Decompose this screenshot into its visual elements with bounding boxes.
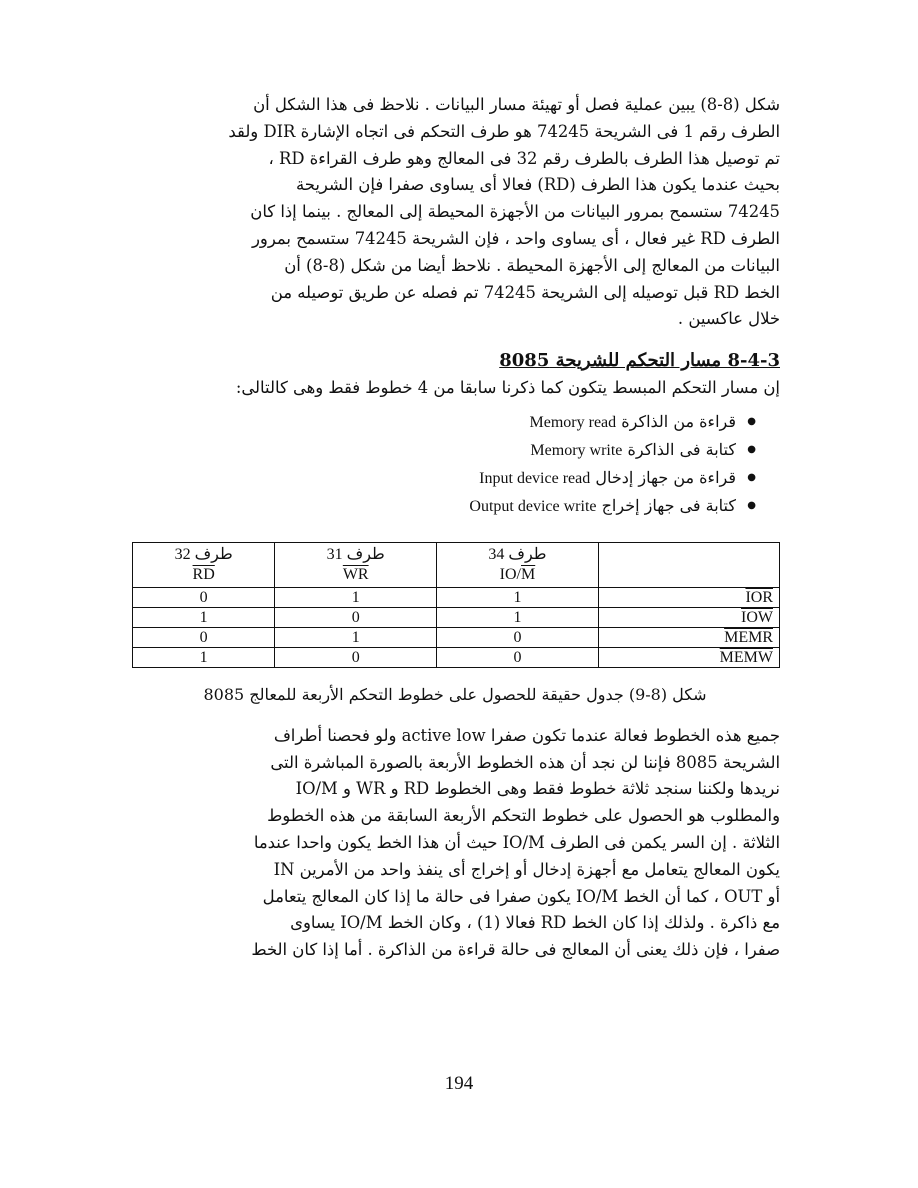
intro-text: إن مسار التحكم المبسط يتكون كما ذكرنا سابقا من 4 خطوط فقط وهى كالتالى: [235, 378, 780, 398]
bullet-english: Memory read [529, 413, 617, 431]
cell-wr: 1 [275, 587, 437, 607]
cell-wr: 0 [275, 607, 437, 627]
cell-signal: $\overline{IOW}$ [598, 607, 779, 627]
text-line: نريدها ولكننا سنجد ثلاثة خطوط فقط وهى الخطوط RD و WR و IO/M [295, 779, 780, 799]
text-line: يكون المعالج يتعامل مع أجهزة إدخال أو إخراج أى ينفذ واحد من الأمرين IN [273, 859, 780, 879]
control-lines-list [130, 408, 780, 520]
cell-rd: 0 [133, 627, 275, 647]
document-page [130, 92, 780, 964]
text-line: مع ذاكرة . ولذلك إذا كان الخط RD فعالا (1) ، وكان الخط IO/M يساوى [290, 913, 780, 933]
bullet-english: Output device write [469, 497, 597, 515]
cell-signal: $\overline{IOR}$ [598, 587, 779, 607]
cell-signal: MEMW [598, 647, 779, 667]
paragraph-data-bus [130, 92, 780, 333]
text-line: البيانات من المعالج إلى الأجهزة المحيطة . نلاحظ أيضا من شكل (8-8) أن [284, 255, 780, 275]
list-item [130, 492, 756, 520]
section-heading: 8-4-3 مسار التحكم للشريحة 8085 [499, 350, 780, 372]
header-cell-wr [275, 542, 437, 587]
table-header-row [133, 542, 780, 587]
cell-rd: 1 [133, 607, 275, 627]
cell-iom: 0 [437, 627, 599, 647]
cell-iom: 1 [437, 587, 599, 607]
text-line: بحيث عندما يكون هذا الطرف (RD) فعالا أى يساوى صفرا فإن الشريحة [295, 175, 780, 195]
bullet-arabic: قراءة من الذاكرة [621, 411, 736, 431]
text-line: جميع هذه الخطوط فعالة عندما تكون صفرا active low ولو فحصنا أطراف [273, 725, 780, 745]
cell-iom: 0 [437, 647, 599, 667]
bullet-arabic: كتابة فى جهاز إخراج [601, 495, 736, 515]
text-line: شكل (8-8) يبين عملية فصل أو تهيئة مسار البيانات . نلاحظ فى هذا الشكل أن [253, 95, 780, 114]
list-item [130, 464, 756, 492]
text-line: الثلاثة . إن السر يكمن فى الطرف IO/M حيث أن هذا الخط يكون واحدا عندما [253, 832, 780, 852]
bullet-arabic: كتابة فى الذاكرة [627, 439, 736, 459]
signal-label: $\overline{RD}$ [192, 565, 215, 583]
list-item [130, 436, 756, 464]
pin-label: طرف 34 [488, 545, 547, 563]
text-line: الخط RD قبل توصيله إلى الشريحة 74245 تم فصله عن طريق توصيله من [270, 282, 780, 302]
bullet-arabic: قراءة من جهاز إدخال [595, 467, 736, 487]
text-line: أو OUT ، كما أن الخط IO/M يكون صفرا فى حالة ما إذا كان المعالج يتعامل [262, 886, 780, 906]
header-cell-iom [437, 542, 599, 587]
paragraph-control-lines [130, 723, 780, 964]
cell-signal: MEMR [598, 627, 779, 647]
text-line: الطرف RD غير فعال ، أى يساوى واحد ، فإن الشريحة 74245 ستسمح بمرور [251, 228, 780, 248]
cell-rd: 1 [133, 647, 275, 667]
table-row [133, 607, 780, 627]
text-line: صفرا ، فإن ذلك يعنى أن المعالج فى حالة قراءة من الذاكرة . أما إذا كان الخط [251, 940, 780, 960]
cell-iom: 1 [437, 607, 599, 627]
header-cell-empty [598, 542, 779, 587]
table-row [133, 627, 780, 647]
text-line: الشريحة 8085 فإننا لن نجد أن هذه الخطوط الأربعة بالصورة المباشرة التى [270, 752, 780, 772]
text-line: الطرف رقم 1 فى الشريحة 74245 هو طرف التحكم فى اتجاه الإشارة DIR ولقد [228, 121, 780, 141]
table-row [133, 587, 780, 607]
text-line: 74245 ستسمح بمرور البيانات من الأجهزة المحيطة إلى المعالج . بينما إذا كان [250, 202, 780, 222]
signal-label: $IO/\overline{M}$ [499, 565, 536, 583]
figure-caption: شكل (8-9) جدول حقيقة للحصول على خطوط التحكم الأربعة للمعالج 8085 [203, 684, 707, 704]
pin-label: طرف 32 [174, 545, 233, 563]
cell-wr: 0 [275, 647, 437, 667]
truth-table [132, 542, 780, 668]
cell-rd: 0 [133, 587, 275, 607]
cell-wr: 1 [275, 627, 437, 647]
bullet-english: Memory write [530, 441, 623, 459]
text-line: خلال عاكسين . [677, 309, 780, 329]
bullet-english: Input device read [479, 469, 591, 487]
pin-label: طرف 31 [326, 545, 385, 563]
text-line: تم توصيل هذا الطرف بالطرف رقم 32 فى المعالج وهو طرف القراءة RD ، [268, 148, 780, 168]
table-row [133, 647, 780, 667]
header-cell-rd [133, 542, 275, 587]
list-item [130, 408, 756, 436]
signal-label: $\overline{WR}$ [342, 565, 369, 583]
text-line: والمطلوب هو الحصول على خطوط التحكم الأربعة السابقة من هذه الخطوط [267, 806, 780, 826]
page-number: 194 [444, 1073, 474, 1094]
